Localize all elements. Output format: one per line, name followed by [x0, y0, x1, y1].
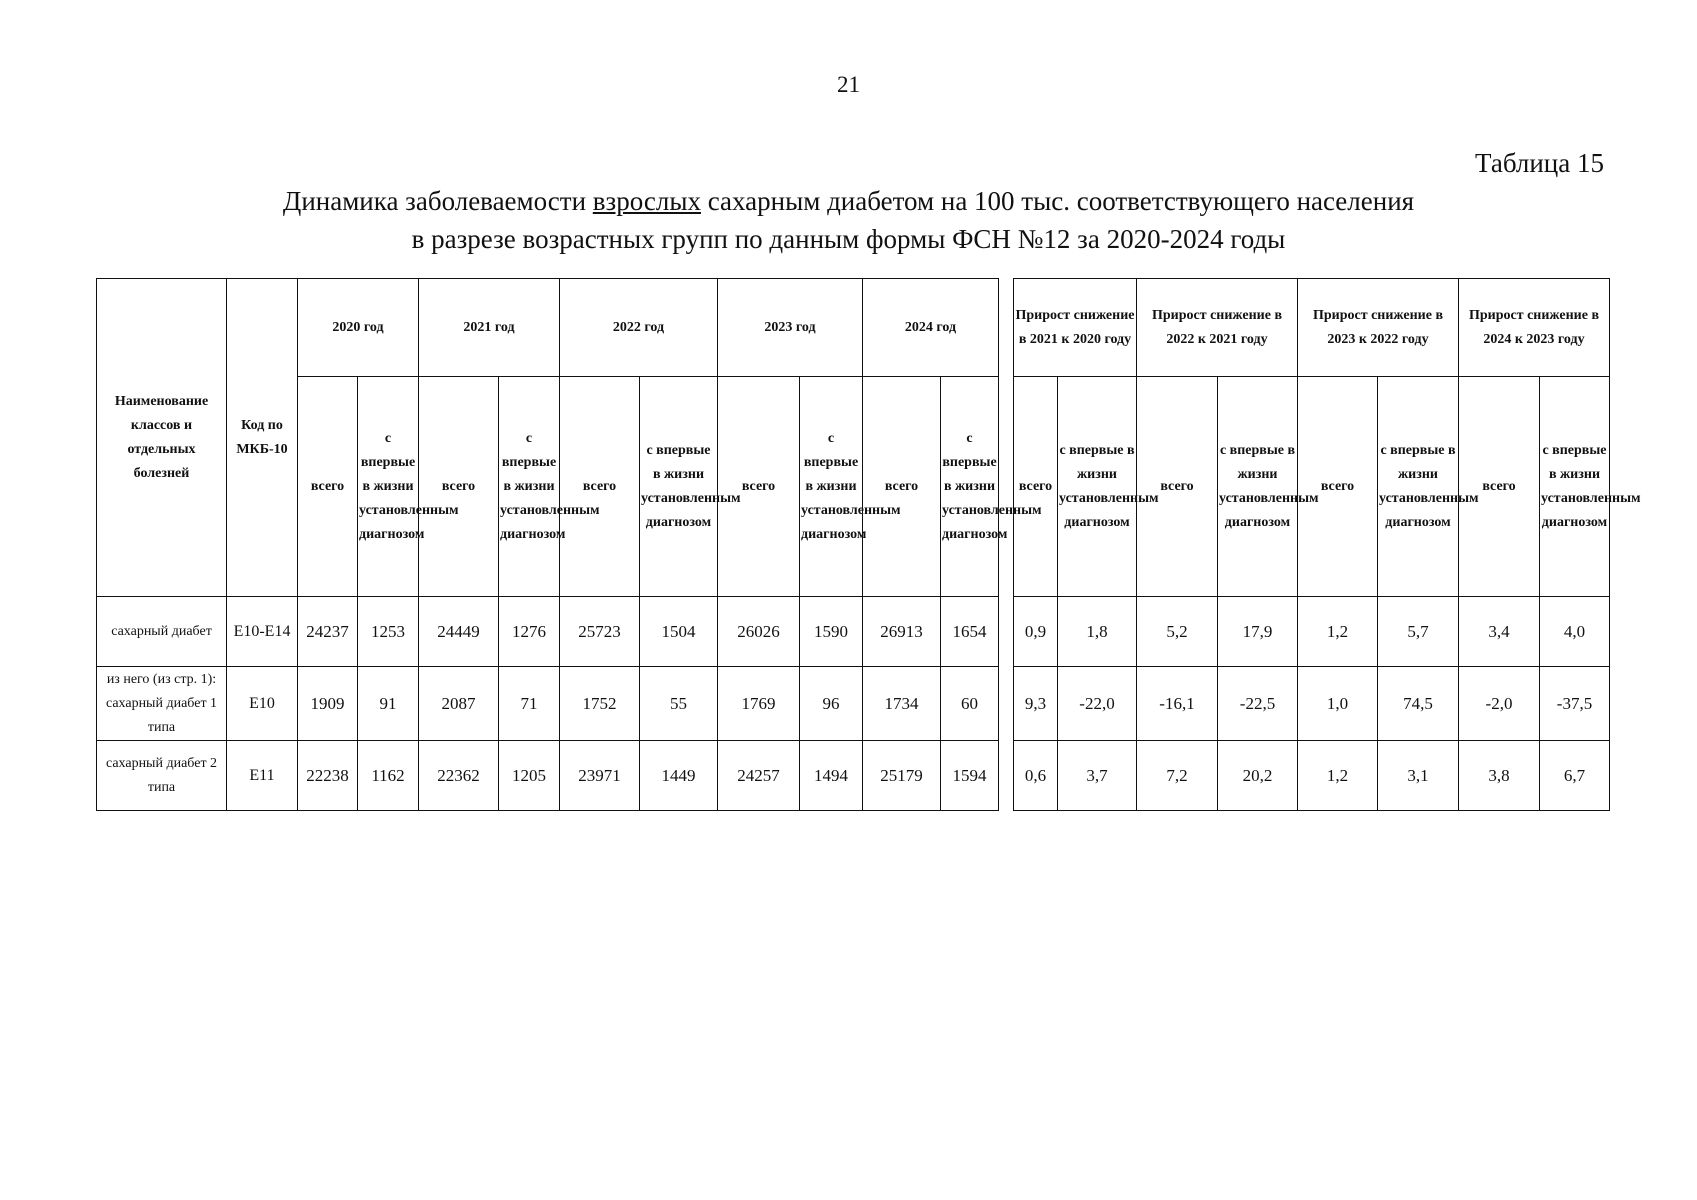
header-period: Прирост снижение в 2021 к 2020 году	[1014, 279, 1137, 377]
header-name: Наименование классов и отдельных болезней	[97, 279, 227, 597]
subheader-new: с впервые в жизни установленным диагнозом	[941, 377, 999, 597]
header-year: 2022 год	[560, 279, 718, 377]
cell-value: 1504	[640, 597, 718, 667]
cell-value: 24449	[419, 597, 499, 667]
subheader-total: всего	[863, 377, 941, 597]
subheader-new: с впервые в жизни установленным диагнозом	[640, 377, 718, 597]
cell-value: 26026	[718, 597, 800, 667]
cell-value: 25179	[863, 741, 941, 811]
cell-value: 2087	[419, 667, 499, 741]
cell-value: 5,2	[1137, 597, 1218, 667]
page-number: 21	[837, 72, 860, 97]
cell-value: 60	[941, 667, 999, 741]
cell-value: 1594	[941, 741, 999, 811]
row-code: Е10-Е14	[227, 597, 298, 667]
cell-value: 3,1	[1378, 741, 1459, 811]
row-name: сахарный диабет	[97, 597, 227, 667]
cell-value: 71	[499, 667, 560, 741]
header-period: Прирост снижение в 2023 к 2022 году	[1298, 279, 1459, 377]
cell-value: 26913	[863, 597, 941, 667]
cell-value: 1,2	[1298, 741, 1378, 811]
table-label: Таблица 15	[1475, 148, 1604, 178]
cell-value: 1752	[560, 667, 640, 741]
subheader-total: всего	[1137, 377, 1218, 597]
header-period: Прирост снижение в 2024 к 2023 году	[1459, 279, 1610, 377]
cell-value: 22238	[298, 741, 358, 811]
cell-value: 25723	[560, 597, 640, 667]
cell-value: 3,8	[1459, 741, 1540, 811]
table-row	[97, 597, 999, 667]
cell-value: 3,7	[1058, 741, 1137, 811]
table-title	[150, 182, 1547, 258]
row-code: Е10	[227, 667, 298, 741]
row-name: из него (из стр. 1): сахарный диабет 1 типа	[97, 667, 227, 741]
subheader-total: всего	[718, 377, 800, 597]
subheader-new: с впервые в жизни установленным диагнозом	[1378, 377, 1459, 597]
table-row	[97, 741, 999, 811]
cell-value: 6,7	[1540, 741, 1610, 811]
cell-value: 1449	[640, 741, 718, 811]
cell-value: 1654	[941, 597, 999, 667]
cell-value: 17,9	[1218, 597, 1298, 667]
cell-value: 0,6	[1014, 741, 1058, 811]
cell-value: 91	[358, 667, 419, 741]
cell-value: 1,2	[1298, 597, 1378, 667]
header-year: 2021 год	[419, 279, 560, 377]
cell-value: 4,0	[1540, 597, 1610, 667]
header-year: 2020 год	[298, 279, 419, 377]
cell-value: 23971	[560, 741, 640, 811]
subheader-new: с впервые в жизни установленным диагнозом	[358, 377, 419, 597]
subheader-new: с впервые в жизни установленным диагнозом	[1540, 377, 1610, 597]
subheader-total: всего	[1459, 377, 1540, 597]
cell-value: 22362	[419, 741, 499, 811]
cell-value: 7,2	[1137, 741, 1218, 811]
subheader-total: всего	[1298, 377, 1378, 597]
cell-value: 1734	[863, 667, 941, 741]
title-part1: Динамика заболеваемости	[282, 186, 593, 216]
subheader-total: всего	[1014, 377, 1058, 597]
cell-value: 55	[640, 667, 718, 741]
cell-value: 1253	[358, 597, 419, 667]
title-part2: сахарным диабетом на 100 тыс. соответствующего населения	[700, 186, 1415, 216]
cell-value: 1276	[499, 597, 560, 667]
header-year: 2024 год	[863, 279, 999, 377]
cell-value: 24237	[298, 597, 358, 667]
cell-value: 1769	[718, 667, 800, 741]
header-period: Прирост снижение в 2022 к 2021 году	[1137, 279, 1298, 377]
cell-value: 96	[800, 667, 863, 741]
subheader-new: с впервые в жизни установленным диагнозом	[800, 377, 863, 597]
table-row	[1014, 597, 1610, 667]
row-code: Е11	[227, 741, 298, 811]
subheader-new: с впервые в жизни установленным диагнозом	[499, 377, 560, 597]
subheader-new: с впервые в жизни установленным диагнозом	[1218, 377, 1298, 597]
cell-value: 74,5	[1378, 667, 1459, 741]
cell-value: 1162	[358, 741, 419, 811]
subheader-total: всего	[298, 377, 358, 597]
title-line2: в разрезе возрастных групп по данным формы ФСН №12 за 2020-2024 годы	[411, 224, 1286, 254]
header-year: 2023 год	[718, 279, 863, 377]
cell-value: -16,1	[1137, 667, 1218, 741]
cell-value: 24257	[718, 741, 800, 811]
cell-value: 0,9	[1014, 597, 1058, 667]
cell-value: 1494	[800, 741, 863, 811]
subheader-total: всего	[419, 377, 499, 597]
row-name: сахарный диабет 2 типа	[97, 741, 227, 811]
table-row	[1014, 741, 1610, 811]
cell-value: 1,8	[1058, 597, 1137, 667]
cell-value: 1909	[298, 667, 358, 741]
cell-value: 9,3	[1014, 667, 1058, 741]
subheader-new: с впервые в жизни установленным диагнозом	[1058, 377, 1137, 597]
cell-value: 1590	[800, 597, 863, 667]
cell-value: 20,2	[1218, 741, 1298, 811]
cell-value: 1,0	[1298, 667, 1378, 741]
cell-value: 3,4	[1459, 597, 1540, 667]
cell-value: -22,0	[1058, 667, 1137, 741]
table-row	[97, 667, 999, 741]
cell-value: 1205	[499, 741, 560, 811]
cell-value: 5,7	[1378, 597, 1459, 667]
subheader-total: всего	[560, 377, 640, 597]
table-row	[1014, 667, 1610, 741]
growth-table	[1013, 278, 1641, 811]
cell-value: -37,5	[1540, 667, 1610, 741]
cell-value: -2,0	[1459, 667, 1540, 741]
cell-value: -22,5	[1218, 667, 1298, 741]
header-code: Код по МКБ-10	[227, 279, 298, 597]
title-underlined: взрослых	[592, 186, 701, 216]
